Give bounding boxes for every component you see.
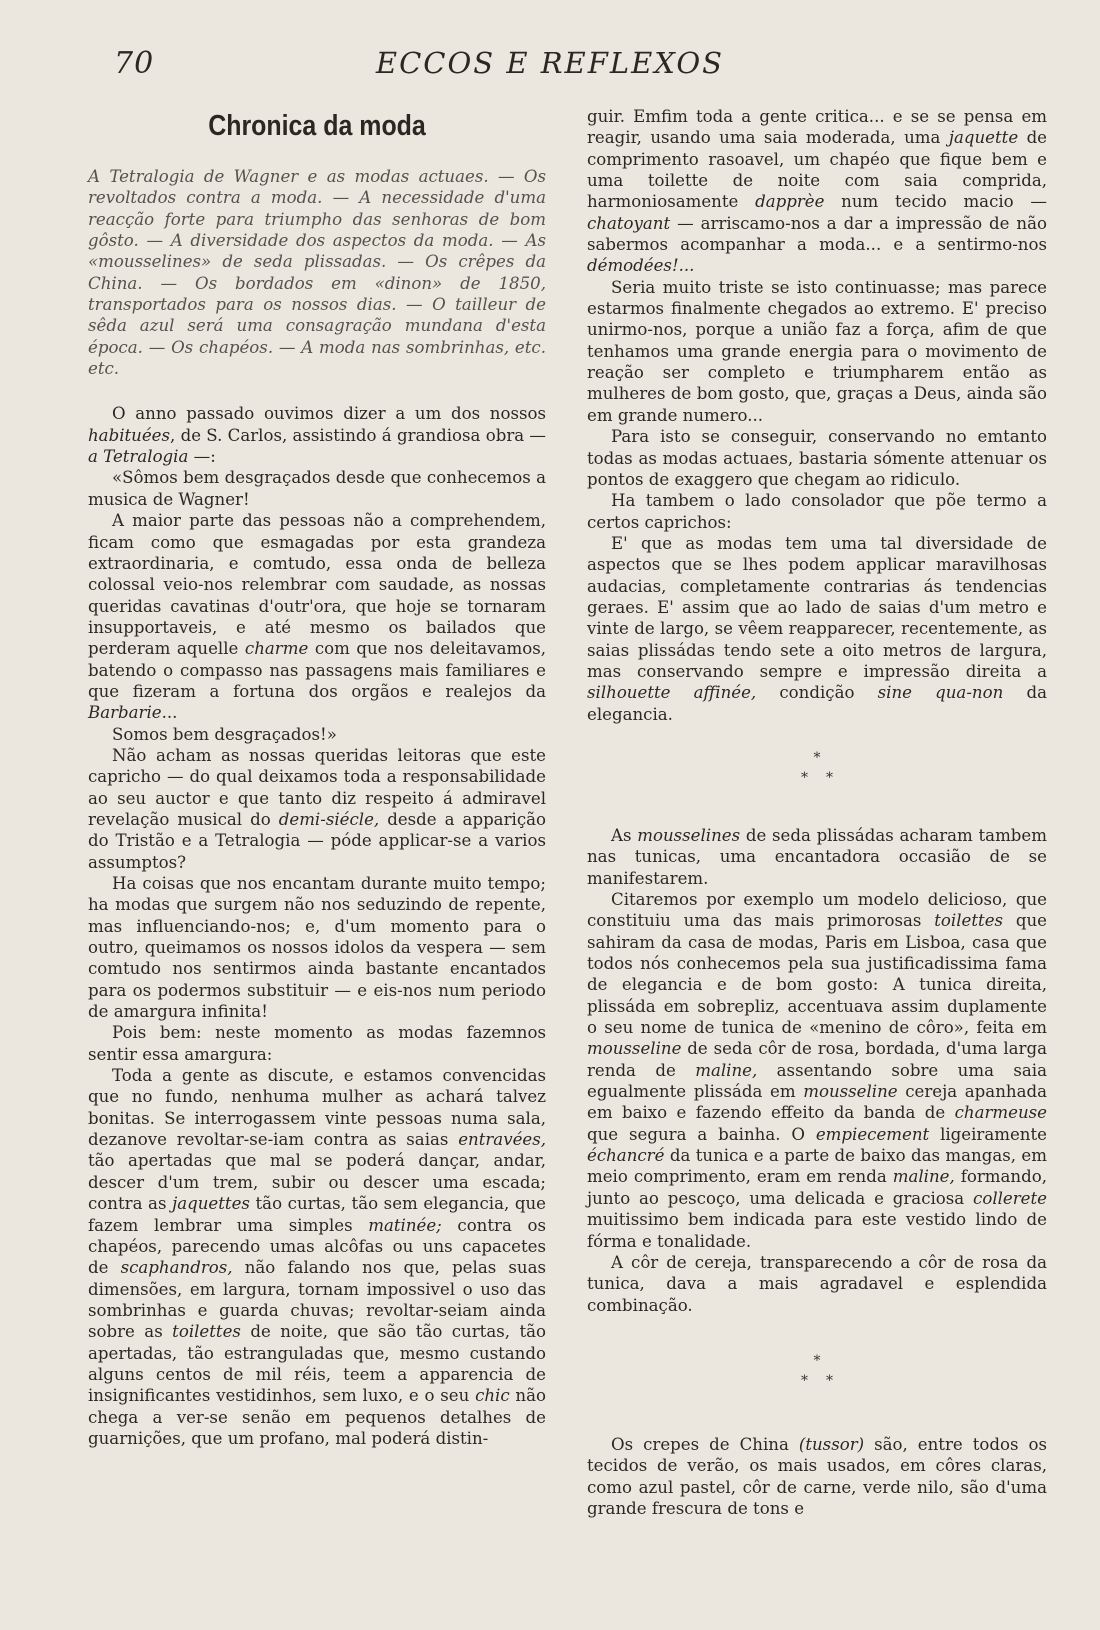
paragraph: guir. Emfim toda a gente critica... e se se pensa em reagir, usando uma saia moderada, uma jaquette de comprimento rasoavel, um chapéo que fique bem e uma toilette de noite com saia comprida, harmoniosamente dapprèe num tecido macio — chatoyant — arriscamo-nos a dar a impressão de não sabermos acompanhar a moda... e a sentirmo-nos démodées!... [587, 107, 1048, 276]
paragraph: E' que as modas tem uma tal diversidade de aspectos que se lhes podem applicar maravilhosas audacias, completamente contrarias ás tendencias geraes. E' assim que ao lado de saias d'um metro e vinte de largo, se vêem reapparecer, recentemente, as saias plissádas tendo sete a oito metros de largura, mas conservando sempre e impressão direita a silhouette affinée, condição sine qua-non da elegancia. [587, 533, 1047, 724]
section-divider [587, 1354, 1047, 1424]
paragraph: Para isto se conseguir, conservando no emtanto todas as modas actuaes, bastaria sómente attenuar os pontos de exaggero que chegam ao ridiculo. [587, 427, 1047, 489]
right-column [587, 106, 1047, 1519]
article-title: Chronica da moda [208, 110, 426, 142]
page-number: 70 [114, 46, 155, 81]
running-title: ECCOS E REFLEXOS [375, 46, 725, 80]
paragraph: Toda a gente as discute, e estamos convencidas que no fundo, nenhuma mulher as achará talvez bonitas. Se interrogassem vinte pessoas numa sala, dezanove revoltar-se-iam contra as saias entravées, tão apertadas que mal se poderá dançar, andar, descer d'um trem, subir ou descer uma escada; contra as jaquettes tão curtas, tão sem elegancia, que fazem lembrar uma simples matinée; contra os chapéos, parecendo umas alcôfas ou uns capacetes de scaphandros, não falando nos que, pelas suas dimensões, em largura, tornam impossivel o uso das sombrinhas e guarda chuvas; revoltar-seiam ainda sobre as toilettes de noite, que são tão curtas, tão apertadas, tão estranguladas que, mesmo custando alguns centos de mil réis, teem a apparencia de insignificantes vestidinhos, sem luxo, e o seu chic não chega a ver-se senão em pequenos detalhes de guarnições, que um profano, mal poderá distin- [88, 1066, 547, 1448]
asterisk-ornament: * [813, 749, 821, 766]
paragraph: O anno passado ouvimos dizer a um dos nossos habituées, de S. Carlos, assistindo á grandiosa obra — a Tetralogia —: [88, 404, 547, 467]
paragraph: Seria muito triste se isto continuasse; mas parece estarmos finalmente chegados ao extremo. E' preciso unirmo-nos, porque a união faz a força, afim de que tenhamos uma grande energia para o movimento de reação ser completo e triumpharem então as mulheres de bom gosto, que, graças a Deus, ainda são em grande numero... [587, 277, 1047, 425]
left-column [88, 104, 546, 1449]
paragraph: Ha tambem o lado consolador que põe termo a certos caprichos: [587, 491, 1047, 532]
asterisk-ornament: * [813, 1352, 821, 1369]
paragraph: Citaremos por exemplo um modelo delicioso, que constituiu uma das mais primorosas toilettes que sahiram da casa de modas, Paris em Lisboa, casa que todos nós conhecemos pela sua justificadissima fama de elegancia e de bom gosto: A tunica direita, plissáda em sobrepliz, accentuava assim duplamente o seu nome de tunica de «menino de côro», feita em mousseline de seda côr de rosa, bordada, d'uma larga renda de maline, assentando sobre uma saia egualmente plissáda em mousseline cereja apanhada em baixo e fazendo effeito da banda de charmeuse que segura a bainha. O empiecement ligeiramente échancré da tunica e a parte de baixo das mangas, em meio comprimento, eram em renda maline, formando, junto ao pescoço, uma delicada e graciosa collerete muitissimo bem indicada para este vestido lindo de fórma e tonalidade. [587, 890, 1048, 1251]
paragraph: Os crepes de China (tussor) são, entre todos os tecidos de verão, os mais usados, em côres claras, como azul pastel, côr de carne, verde nilo, são d'uma grande frescura de tons e [587, 1434, 1048, 1518]
paragraph: Somos bem desgraçados!» [112, 724, 337, 744]
article-summary: A Tetralogia de Wagner e as modas actuaes. — Os revoltados contra a moda. — A necessidade d'uma reacção forte para triumpho das senhoras de bom gôsto. — A diversidade dos aspectos da moda. — As «mousselines» de seda plissadas. — Os crêpes da China. — Os bordados em «dinon» de 1850, transportados para os nossos dias. — O tailleur de sêda azul será uma consagração mundana d'esta época. — Os chapéos. — A moda nas sombrinhas, etc. etc. [88, 167, 546, 379]
paragraph: Pois bem: neste momento as modas fazemnos sentir essa amargura: [88, 1023, 546, 1064]
paragraph: A côr de cereja, transparecendo a côr de rosa da tunica, dava a mais agradavel e esplendida combinação. [587, 1252, 1047, 1315]
paragraph: Ha coisas que nos encantam durante muito tempo; ha modas que surgem não nos seduzindo de repente, mas influenciando-nos; e, d'um momento para o outro, queimamos os nossos idolos da vespera — sem comtudo nos sentirmos ainda bastante encantados para os podermos substituir — e eis-nos num periodo de amargura infinita! [88, 874, 546, 1022]
paragraph: «Sômos bem desgraçados desde que conhecemos a musica de Wagner! [88, 468, 546, 509]
paragraph: Não acham as nossas queridas leitoras que este capricho — do qual deixamos toda a responsabilidade ao seu auctor e que tanto diz respeito á admiravel revelação musical do demi-siécle, desde a apparição do Tristão e a Tetralogia — póde applicar-se a varios assumptos? [88, 745, 546, 872]
paragraph: As mousselines de seda plissádas acharam tambem nas tunicas, uma encantadora occasião de se manifestarem. [587, 825, 1047, 888]
asterisk-ornament: ** [801, 1372, 851, 1389]
asterisk-ornament: ** [801, 769, 851, 786]
section-divider [587, 751, 1047, 815]
paragraph: A maior parte das pessoas não a comprehendem, ficam como que esmagadas por esta grandeza extraordinaria, e comtudo, essa onda de belleza colossal veio-nos relembrar com saudade, as nossas queridas cavatinas d'outr'ora, que hoje se tornaram insupportaveis, e até mesmo os bailados que perderam aquelle charme com que nos deleitavamos, batendo o compasso nas passagens mais familiares e que fizeram a fortuna dos orgãos e realejos da Barbarie... [88, 511, 546, 723]
